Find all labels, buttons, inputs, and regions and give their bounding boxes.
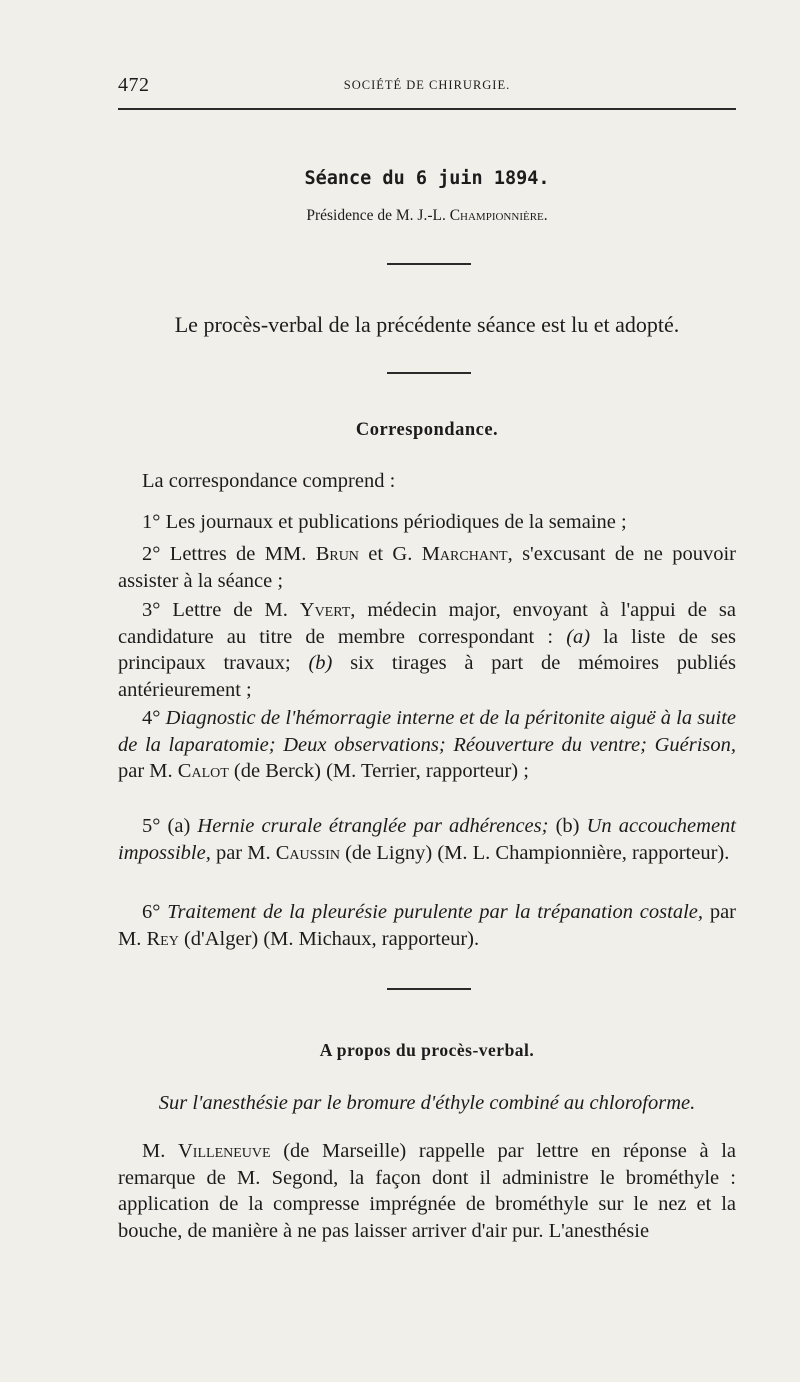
italic-run: Traitement de la pleurésie purulente par la trépanation costale, bbox=[167, 901, 703, 923]
text-run: (b) bbox=[548, 815, 587, 837]
correspondance-intro: La correspondance comprend : bbox=[142, 470, 396, 492]
italic-run: Un accouchement impossible, bbox=[118, 815, 736, 864]
correspondance-item-6 bbox=[118, 899, 736, 952]
author-name: Calot bbox=[177, 760, 229, 782]
italic-run: Hernie crurale étranglée par adhérences; bbox=[197, 815, 549, 837]
text-run: M. bbox=[142, 1140, 178, 1162]
italic-run: Diagnostic de l'hémorragie interne et de la péritonite aiguë à la suite de la laparatomie; Deux observations; Réouverture du ventre; Guérison, bbox=[118, 707, 737, 756]
proces-verbal-statement: Le procès-verbal de la précédente séance est lu et adopté. bbox=[174, 312, 680, 337]
author-name: Yvert bbox=[299, 599, 351, 621]
apropos-subtitle: Sur l'anesthésie par le bromure d'éthyle combiné au chloroforme. bbox=[158, 1092, 696, 1114]
page-number: 472 bbox=[118, 74, 150, 96]
author-name: Caussin bbox=[275, 841, 340, 864]
text-run: six tirages à part de mémoires publiés antérieurement ; bbox=[118, 652, 736, 701]
villeneuve-paragraph bbox=[118, 1138, 736, 1244]
text-run: 5° (a) bbox=[142, 815, 198, 837]
text-run: par M. bbox=[118, 760, 178, 782]
text-run: , médecin major, envoyant à l'appui de sa candidature au titre de membre correspondant : bbox=[118, 599, 736, 648]
text-run: la liste de ses principaux travaux; bbox=[118, 625, 736, 674]
correspondance-item-3 bbox=[118, 597, 736, 703]
text-run: par M. bbox=[210, 841, 276, 864]
running-title: SOCIÉTÉ DE CHIRURGIE. bbox=[343, 78, 511, 92]
session-title: Séance du 6 juin 1894. bbox=[304, 168, 550, 189]
text-run: et G. bbox=[358, 543, 422, 565]
text-run: 6° bbox=[142, 901, 168, 923]
separator-rule bbox=[387, 988, 471, 990]
text-run: , s'excusant de ne pouvoir assister à la séance ; bbox=[118, 543, 736, 592]
text-run: par M. bbox=[118, 901, 736, 950]
correspondance-item-4 bbox=[118, 705, 736, 785]
header-rule bbox=[118, 108, 736, 110]
text-run: 3° Lettre de M. bbox=[142, 599, 300, 621]
text-run: (de Berck) (M. Terrier, rapporteur) ; bbox=[228, 760, 529, 782]
italic-run: (b) bbox=[308, 652, 333, 674]
correspondance-heading: Correspondance. bbox=[355, 420, 499, 440]
text-run: (d'Alger) (M. Michaux, rapporteur). bbox=[178, 927, 480, 950]
author-name: Villeneuve bbox=[178, 1140, 271, 1162]
author-name: Brun bbox=[315, 543, 359, 565]
author-name: Rey bbox=[146, 927, 179, 950]
session-presidence bbox=[118, 207, 736, 225]
text-run: 2° Lettres de MM. bbox=[142, 543, 316, 565]
president-name: Championnière. bbox=[449, 207, 548, 224]
running-header bbox=[118, 74, 736, 98]
separator-rule bbox=[387, 372, 471, 374]
text-run: (de Ligny) (M. L. Championnière, rapporteur). bbox=[339, 841, 730, 864]
text-run: 4° bbox=[142, 707, 166, 729]
author-name: Marchant bbox=[421, 543, 508, 565]
separator-rule bbox=[387, 263, 471, 265]
apropos-heading: A propos du procès-verbal. bbox=[319, 1040, 535, 1060]
correspondance-item-1: 1° Les journaux et publications périodiques de la semaine ; bbox=[142, 511, 627, 533]
correspondance-item-5 bbox=[118, 813, 736, 866]
presidence-prefix: Présidence de M. J.-L. bbox=[306, 207, 450, 224]
text-run: (de Marseille) rappelle par lettre en réponse à la remarque de M. Segond, la façon dont il administre le brométhyle : application de la compresse imprégnée de brométhyle sur le nez et la bouche, de manière à ne pas laisser arriver d'air pur. L'anesthésie bbox=[118, 1140, 736, 1242]
italic-run: (a) bbox=[566, 625, 591, 648]
correspondance-item-2 bbox=[118, 541, 736, 594]
